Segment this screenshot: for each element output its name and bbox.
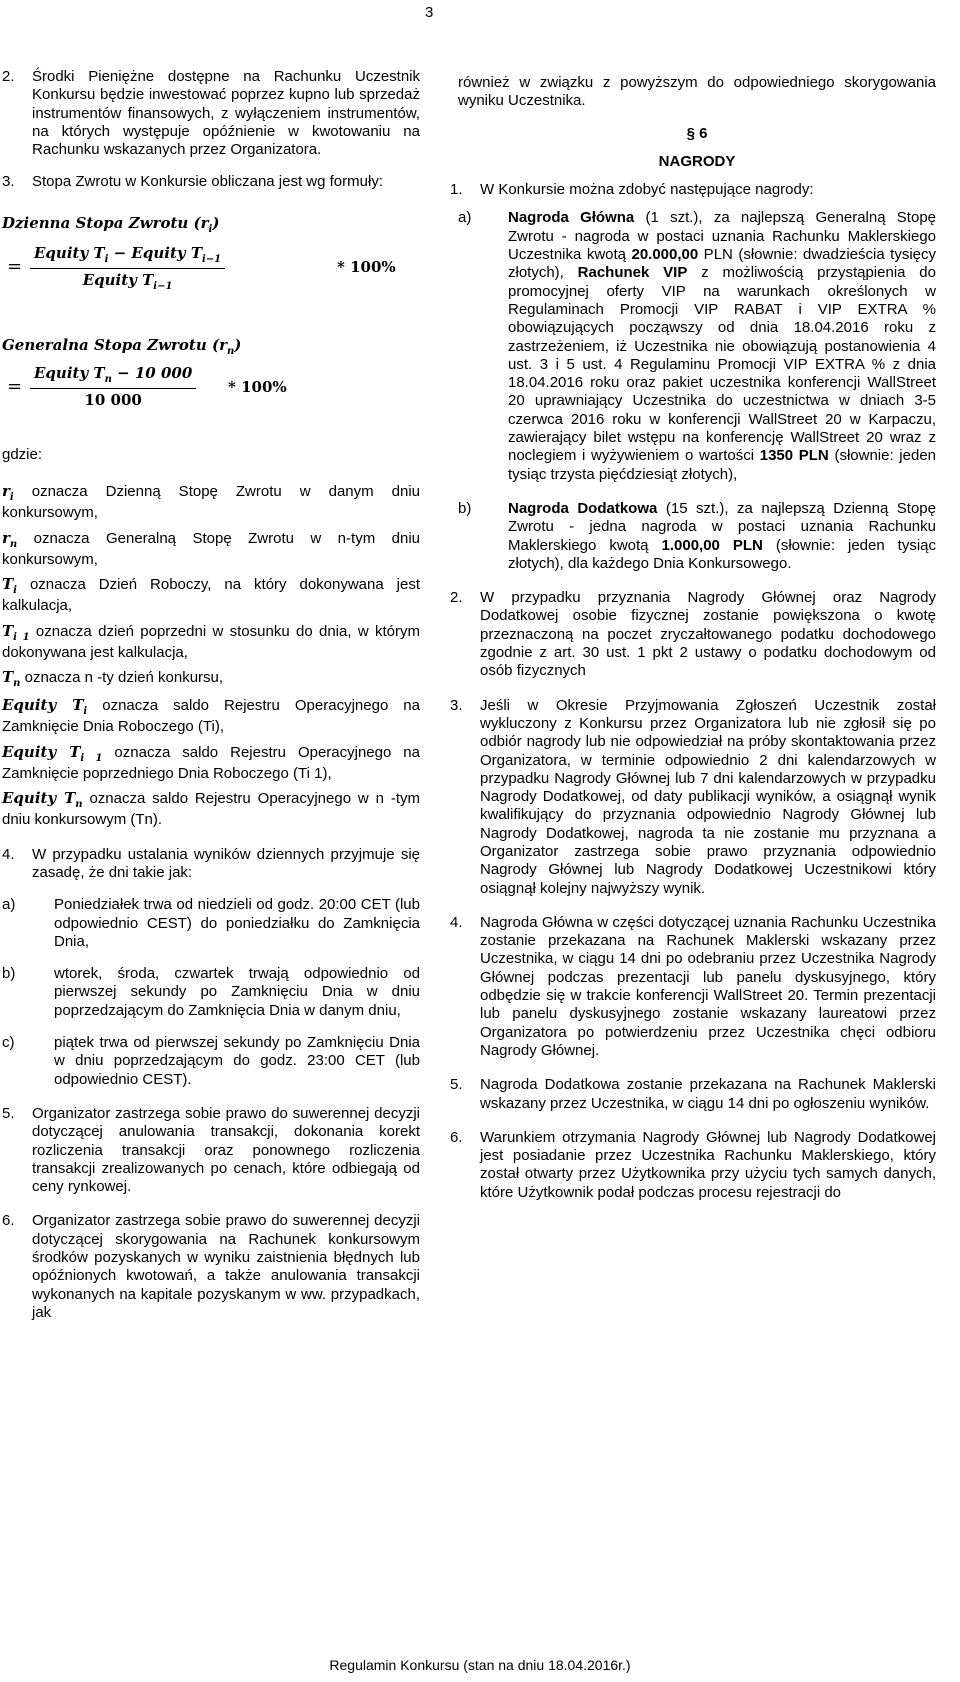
right-column <box>450 74 937 1202</box>
definition-text: oznacza Generalną Stopę Zwrotu w n-tym dniu konkursowym, <box>2 529 420 568</box>
formula-label: Generalna Stopa Zwrotu $(r_n)$ <box>2 335 242 357</box>
item-number: 2. <box>450 589 463 607</box>
item-text: Nagroda Główna w części dotyczącej uznania Rachunku Uczestnika zostanie przekazana na Rachunek Maklerski wskazany przez Uczestnika, w ciągu 14 dni po odebraniu przez Uczestnika Nagrody Głównej podczas prezentacji lub panelu dyskusyjnego, który odbędzie się w trakcie konferencji WallStreet 20. Termin prezentacji lub panelu dyskusyjnego zostanie wskazany laureatowi przez Organizatora po potwierdzeniu przez Uczestnika chęci odbioru Nagrody Głównej. <box>480 913 936 1059</box>
item-text: Stopa Zwrotu w Konkursie obliczana jest wg formuły: <box>32 173 383 191</box>
definition-item <box>2 696 420 736</box>
item-4 <box>2 846 420 883</box>
prize-main <box>458 209 936 483</box>
definition-symbol: r <box>2 482 10 501</box>
definition-item <box>2 743 420 783</box>
item-5 <box>2 1105 420 1196</box>
equals-sign: = <box>7 255 23 277</box>
item-letter: b) <box>458 499 472 517</box>
definition-symbol: T <box>2 575 14 594</box>
item-number: 1. <box>450 181 463 199</box>
item-number: 4. <box>2 845 15 863</box>
prize-item-6 <box>450 1129 936 1202</box>
item-6 <box>2 1212 420 1322</box>
definition-text: oznacza n -ty dzień konkursu, <box>24 669 224 687</box>
denominator: Equity $T_{i-1}$ <box>82 270 173 292</box>
fraction <box>30 244 225 293</box>
definition-subscript: i 1 <box>13 631 30 643</box>
subitem <box>2 965 420 1020</box>
subitem-letter: a) <box>2 896 16 914</box>
item-2 <box>2 68 420 159</box>
continuation-text: również w związku z powyższym do odpowiedniego skorygowania wyniku Uczestnika. <box>458 74 936 110</box>
item-text: Nagroda Dodatkowa zostanie przekazana na Rachunek Maklerski wskazany przez Uczestnika, w ciągu 14 dni po ogłoszeniu wyników. <box>480 1076 936 1112</box>
prize-item-4 <box>450 914 936 1060</box>
item-number: 6. <box>2 1212 15 1230</box>
item-letter: a) <box>458 209 472 227</box>
item-text: Organizator zastrzega sobie prawo do suwerennej decyzji dotyczącej skorygowania na Rachunek konkursowym środków pozyskanych w wyniku zaistnienia błędnych lub opóźnionych kwotowań, a także anulowania transakcji wykonanych na kapitale pozyskanym w ww. przypadkach, jak <box>32 1212 420 1321</box>
formula-label: Dzienna Stopa Zwrotu $(r_i)$ <box>2 213 220 235</box>
definition-item <box>2 668 420 690</box>
item-text: W przypadku ustalania wyników dziennych przyjmuje się zasadę, że dni takie jak: <box>32 845 420 881</box>
item-number: 6. <box>450 1128 463 1146</box>
numerator: Equity $T_n - 10$ 000 <box>30 364 196 389</box>
equals-sign: = <box>7 375 23 397</box>
definition-symbol: Equity T <box>2 789 76 808</box>
definition-subscript: n <box>13 678 21 690</box>
denominator: 10 000 <box>84 390 142 409</box>
formula-daily-return <box>2 214 420 324</box>
definition-item <box>2 622 420 662</box>
item-text: W przypadku przyznania Nagrody Głównej oraz Nagrody Dodatkowej osobie fizycznej zostanie powiększona o kwotę przeznaczoną na poczet zryczałtowanego podatku dochodowego zgodnie z art. 30 ust. 1 pkt 2 ustawy o podatku dochodowym od osób fizycznych <box>480 589 936 680</box>
prize-item-2 <box>450 589 936 680</box>
definition-item <box>2 529 420 569</box>
definition-text: oznacza Dzienną Stopę Zwrotu w danym dniu konkursowym, <box>2 483 421 522</box>
definition-subscript: n <box>75 799 83 811</box>
section-title: NAGRODY <box>658 152 736 170</box>
subitem <box>2 896 420 951</box>
definition-text: oznacza saldo Rejestru Operacyjnego w n -tym dniu konkursowym (Tn). <box>2 790 421 829</box>
item-text: Środki Pieniężne dostępne na Rachunku Uczestnik Konkursu będzie inwestować poprzez kupno lub sprzedaż instrumentów finansowych, z wyłączeniem instrumentów, na których występuje opóźnienie w kwotowaniu na Rachunku wskazanych przez Organizatora. <box>32 68 420 159</box>
definition-text: oznacza saldo Rejestru Operacyjnego na Zamknięcie poprzedniego Dnia Roboczego (Ti 1), <box>2 743 420 782</box>
definition-text: oznacza dzień poprzedni w stosunku do dnia, w którym dokonywana jest kalkulacja, <box>2 622 420 661</box>
definition-symbol: T <box>2 668 14 687</box>
definition-item <box>2 789 420 829</box>
prize-additional <box>458 500 936 573</box>
item-number: 3. <box>450 696 463 714</box>
subitem-letter: b) <box>2 965 16 983</box>
prize-item-5 <box>450 1076 936 1113</box>
definition-text: oznacza saldo Rejestru Operacyjnego na Zamknięcie Dnia Roboczego (Ti), <box>2 697 420 736</box>
where-label: gdzie: <box>2 445 43 463</box>
item-text: Jeśli w Okresie Przyjmowania Zgłoszeń Uczestnik został wykluczony z Konkursu przez Organizatora lub nie zgłosił się po odbiór nagrody lub nie odpowiedział na próby skontaktowania przez Organizatora, w terminie odpowiednio 2 dni kalendarzowych w przypadku Nagrody Głównej lub 7 dni kalendarzowych w przypadku Nagrody Dodatkowej, od daty publikacji wyników, a osiągnął wynik kwalifikujący do przyznania odpowiednio Nagrody Głównej lub Nagrody Dodatkowej, nagroda ta nie zostanie mu przyznana a Organizator zastrzega sobie prawo przyznania odpowiednio Nagrody Głównej lub Nagrody Dodatkowej Uczestnikowi który osiągnął kolejny najwyższy wynik. <box>480 696 936 897</box>
item-text: Organizator zastrzega sobie prawo do suwerennej decyzji dotyczącej anulowania transakcji, dokonania korekt rozliczenia transakcji oraz ponownego rozliczenia transakcji zrealizowanych po cenach, które odbiegają od ceny rynkowej. <box>32 1104 420 1196</box>
item-number: 4. <box>450 913 463 931</box>
subitem-text: Poniedziałek trwa od niedzieli od godz. 20:00 CET (lub odpowiednio CEST) do poniedziałku do Zamknięcia Dnia, <box>54 896 420 950</box>
item-number: 5. <box>2 1104 15 1122</box>
item-3 <box>2 173 420 191</box>
section-number: § 6 <box>686 124 708 142</box>
definition-symbol: Equity T <box>2 696 84 715</box>
formula-general-return <box>2 336 420 436</box>
multiplier: * 100% <box>337 257 396 276</box>
prize-main-text: Nagroda Główna (1 szt.), za najlepszą Generalną Stopę Zwrotu - nagroda w postaci uznania Rachunku Maklerskiego Uczestnika kwotą 20.000,00 PLN (słownie: dwadzieścia tysięcy złotych), Rachunek VIP z możliwością przystąpienia do promocyjnej oferty VIP na warunkach określonych w Regulaminach Promocji VIP RABAT i VIP EXTRA % obowiązujących począwszy od dnia 18.04.2016 roku z zastrzeżeniem, iż Uczestnika nie obowiązują postanowienia 4 ust. 3 i 5 ust. 4 Regulaminu Promocji VIP EXTRA % z dnia 18.04.2016 roku oraz pakiet uczestnika konferencji WallStreet 20 uprawniający Uczestnika do uczestnictwa w dniach 3-5 czerwca 2016 roku w konferencji WallStreet 20 w Karpaczu, zawierający bilet wstępu na konferencję WallStreet 20 wraz z noclegiem i wyżywieniem o wartości 1350 PLN (słownie: jeden tysiąc trzysta pięćdziesiąt złotych), <box>508 209 937 483</box>
definition-subscript: i <box>9 492 14 504</box>
definition-item <box>2 482 420 522</box>
definition-text: oznacza Dzień Roboczy, na który dokonywana jest kalkulacja, <box>2 576 420 615</box>
definition-subscript: i 1 <box>80 752 103 764</box>
subitem-text: piątek trwa od pierwszej sekundy po Zamknięciu Dnia w dniu poprzedzającym do godz. 23:00 CET (lub odpowiednio CEST). <box>54 1034 420 1088</box>
item-4-subitems <box>2 896 420 1089</box>
page-footer: Regulamin Konkursu (stan na dniu 18.04.2016r.) <box>329 1657 631 1673</box>
definition-subscript: i <box>13 585 17 597</box>
subitem <box>2 1034 420 1089</box>
left-column <box>2 68 420 1322</box>
page-number: 3 <box>425 4 434 21</box>
subitem-letter: c) <box>2 1034 15 1052</box>
definitions-list <box>2 482 420 830</box>
prize-additional-text: Nagroda Dodatkowa (15 szt.), za najlepszą Dzienną Stopę Zwrotu - jedna nagroda w postaci uznania Rachunku Maklerskiego kwotą 1.000,00 PLN (słownie: jeden tysiąc złotych), dla każdego Dnia Konkursowego. <box>508 499 936 572</box>
subitem-text: wtorek, środa, czwartek trwają odpowiednio od pierwszej sekundy po Zamknięciu Dnia w dniu poprzedzającym do Zamknięcia Dnia w danym dniu, <box>54 965 420 1019</box>
multiplier: * 100% <box>228 377 287 396</box>
numerator: Equity $T_i$ − Equity $T_{i-1}$ <box>30 244 225 269</box>
prize-item-1 <box>450 181 936 199</box>
definition-subscript: n <box>9 538 18 550</box>
prize-item-3 <box>450 697 936 898</box>
definition-symbol: Equity T <box>2 742 81 761</box>
fraction <box>30 364 196 409</box>
definition-symbol: T <box>2 621 14 640</box>
item-number: 5. <box>450 1076 463 1094</box>
item-text: Warunkiem otrzymania Nagrody Głównej lub Nagrody Dodatkowej jest posiadanie przez Uczestnika Rachunku Maklerskiego, który został otwarty przez Użytkownika przy użyciu tych samych danych, które Użytkownik podał podczas procesu rejestracji do <box>480 1128 936 1201</box>
definition-symbol: r <box>2 528 10 547</box>
item-text: W Konkursie można zdobyć następujące nagrody: <box>480 181 814 199</box>
item-number: 2. <box>2 68 15 85</box>
definition-subscript: i <box>83 706 88 718</box>
definition-item <box>2 575 420 615</box>
item-number: 3. <box>2 173 15 191</box>
